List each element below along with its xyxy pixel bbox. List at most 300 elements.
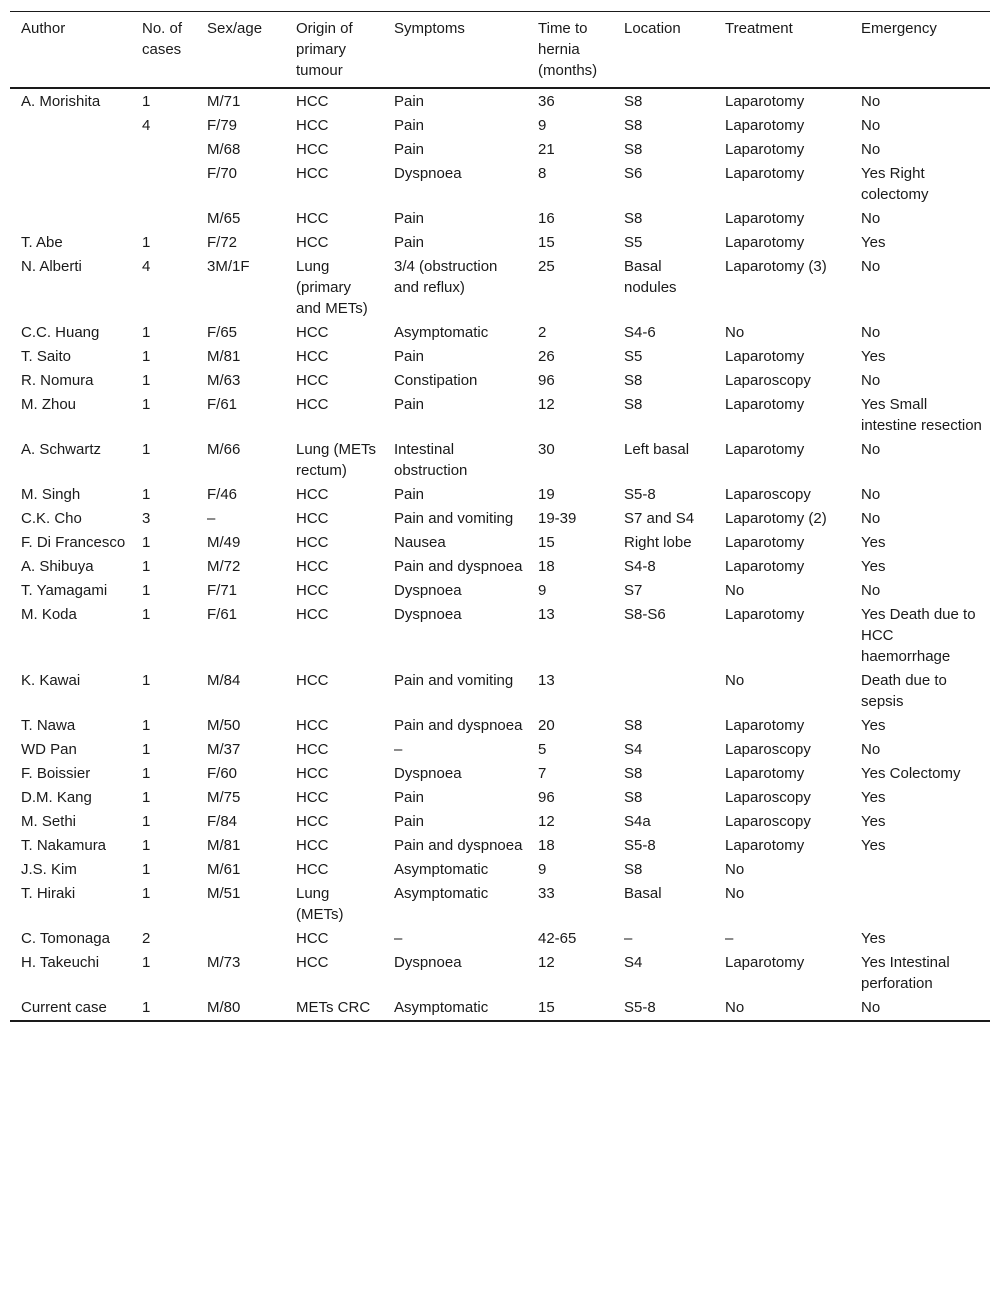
cell-origin-of-primary-tumour: HCC [296, 672, 329, 689]
cell-sex-age: M/66 [207, 441, 241, 458]
cell-time-to-hernia: 15 [538, 534, 555, 551]
cell-emergency: Yes [861, 717, 886, 734]
cell-no-of-cases: 1 [142, 534, 151, 551]
cell-sex-age: F/84 [207, 813, 238, 830]
cell-sex-age: M/71 [207, 93, 241, 110]
cell-sex-age: M/81 [207, 348, 241, 365]
cell-author [10, 114, 131, 138]
column-header-emergency: Emergency [861, 20, 937, 37]
cell-time-to-hernia: 25 [538, 258, 555, 275]
cell-author [10, 138, 131, 162]
cell-sex-age: F/46 [207, 486, 238, 503]
cell-emergency: Yes [861, 930, 886, 947]
cell-symptoms: – [394, 741, 403, 758]
cell-location: S5-8 [624, 999, 656, 1016]
cell-author: T. Nawa [21, 717, 76, 734]
cell-no-of-cases [131, 207, 196, 231]
cell-origin-of-primary-tumour: HCC [296, 210, 329, 227]
cell-emergency: No [861, 999, 881, 1016]
cell-no-of-cases: 1 [142, 324, 151, 341]
cell-sex-age: – [207, 510, 216, 527]
cell-symptoms: Dyspnoea [394, 165, 462, 182]
cell-treatment: No [725, 861, 745, 878]
cell-no-of-cases: 1 [142, 372, 151, 389]
table-row [10, 531, 990, 555]
cell-emergency: Yes Right colectomy [861, 165, 929, 203]
cell-sex-age: M/68 [207, 141, 241, 158]
cell-symptoms: Pain [394, 117, 425, 134]
cell-author: M. Singh [21, 486, 81, 503]
cell-location: S5 [624, 234, 643, 251]
cell-no-of-cases: 1 [142, 717, 151, 734]
cell-time-to-hernia: 5 [538, 741, 547, 758]
cell-sex-age: M/81 [207, 837, 241, 854]
table-row [10, 345, 990, 369]
cell-treatment: Laparoscopy [725, 813, 811, 830]
cell-time-to-hernia: 13 [538, 672, 555, 689]
cell-author: H. Takeuchi [21, 954, 100, 971]
cell-emergency: Yes [861, 534, 886, 551]
cell-time-to-hernia: 7 [538, 765, 547, 782]
cell-symptoms: Asymptomatic [394, 861, 489, 878]
table-row [10, 996, 990, 1021]
cell-symptoms: Pain [394, 348, 425, 365]
cell-location: S7 and S4 [624, 510, 695, 527]
cell-origin-of-primary-tumour: HCC [296, 789, 329, 806]
cell-origin-of-primary-tumour: HCC [296, 837, 329, 854]
cell-time-to-hernia: 12 [538, 954, 555, 971]
cell-location: S8-S6 [624, 606, 666, 623]
cell-symptoms: Pain and vomiting [394, 672, 514, 689]
cell-time-to-hernia: 15 [538, 234, 555, 251]
cell-location: S4-6 [624, 324, 656, 341]
cell-origin-of-primary-tumour: HCC [296, 486, 329, 503]
cell-symptoms: Asymptomatic [394, 885, 489, 902]
cell-no-of-cases: 2 [142, 930, 151, 947]
cell-location: Left basal [624, 441, 690, 458]
column-header-sex-age: Sex/age [207, 20, 263, 37]
cell-treatment: Laparoscopy [725, 372, 811, 389]
cell-time-to-hernia: 12 [538, 396, 555, 413]
cell-sex-age: M/50 [207, 717, 241, 734]
cell-treatment: Laparotomy [725, 210, 805, 227]
cell-emergency: Yes [861, 558, 886, 575]
table-row [10, 762, 990, 786]
cell-no-of-cases: 1 [142, 837, 151, 854]
cell-author: WD Pan [21, 741, 77, 758]
cell-location: S8 [624, 93, 643, 110]
table-row [10, 321, 990, 345]
cell-sex-age: M/73 [207, 954, 241, 971]
cell-sex-age: M/51 [207, 885, 241, 902]
cell-emergency: Yes [861, 837, 886, 854]
cell-sex-age: F/61 [207, 396, 238, 413]
cell-location [613, 669, 714, 714]
cell-symptoms: Intestinal obstruction [394, 441, 468, 479]
cell-origin-of-primary-tumour: HCC [296, 372, 329, 389]
cell-sex-age: M/65 [207, 210, 241, 227]
cell-origin-of-primary-tumour: Lung (METs) [296, 885, 344, 923]
cell-origin-of-primary-tumour: HCC [296, 765, 329, 782]
cell-sex-age: F/60 [207, 765, 238, 782]
cell-treatment: – [725, 930, 734, 947]
table-row [10, 507, 990, 531]
cell-location: S5-8 [624, 837, 656, 854]
header-row [10, 12, 990, 89]
cell-author: C.K. Cho [21, 510, 82, 527]
cell-location: S8 [624, 372, 643, 389]
cell-treatment: Laparotomy [725, 717, 805, 734]
cell-treatment: Laparotomy [725, 837, 805, 854]
cell-treatment: Laparoscopy [725, 486, 811, 503]
cell-emergency [850, 858, 990, 882]
cell-location: Right lobe [624, 534, 692, 551]
hernia-cases-table [10, 11, 990, 1022]
table-row [10, 114, 990, 138]
cell-emergency: Yes Death due to HCC haemorrhage [861, 606, 976, 665]
cell-time-to-hernia: 2 [538, 324, 547, 341]
column-header-origin-of-primary-tumour: Origin of primary tumour [296, 20, 353, 79]
cell-emergency: No [861, 324, 881, 341]
cell-time-to-hernia: 96 [538, 372, 555, 389]
cell-no-of-cases: 1 [142, 486, 151, 503]
cell-author: Current case [21, 999, 107, 1016]
cell-sex-age: F/70 [207, 165, 238, 182]
cell-emergency: No [861, 93, 881, 110]
cell-author: A. Schwartz [21, 441, 102, 458]
cell-symptoms: Pain and dyspnoea [394, 558, 523, 575]
cell-author: N. Alberti [21, 258, 82, 275]
cell-symptoms: Pain [394, 813, 425, 830]
cell-time-to-hernia: 96 [538, 789, 555, 806]
cell-location: S7 [624, 582, 643, 599]
cell-emergency: No [861, 141, 881, 158]
cell-treatment: Laparotomy (2) [725, 510, 827, 527]
cell-treatment: Laparotomy [725, 606, 805, 623]
cell-location: S6 [624, 165, 643, 182]
cell-emergency: No [861, 210, 881, 227]
cell-author: T. Yamagami [21, 582, 108, 599]
cell-symptoms: Dyspnoea [394, 765, 462, 782]
cell-symptoms: Pain and vomiting [394, 510, 514, 527]
cell-author: T. Abe [21, 234, 63, 251]
cell-symptoms: Constipation [394, 372, 478, 389]
cell-origin-of-primary-tumour: HCC [296, 141, 329, 158]
cell-sex-age: M/72 [207, 558, 241, 575]
cell-emergency: Yes [861, 234, 886, 251]
cell-symptoms: Dyspnoea [394, 582, 462, 599]
cell-origin-of-primary-tumour: HCC [296, 954, 329, 971]
cell-no-of-cases: 1 [142, 558, 151, 575]
cell-emergency: Yes Colectomy [861, 765, 961, 782]
cell-location: S8 [624, 717, 643, 734]
cell-time-to-hernia: 20 [538, 717, 555, 734]
cell-origin-of-primary-tumour: HCC [296, 741, 329, 758]
cell-no-of-cases: 1 [142, 789, 151, 806]
cell-treatment: Laparotomy [725, 93, 805, 110]
cell-emergency: No [861, 582, 881, 599]
cell-sex-age: F/65 [207, 324, 238, 341]
cell-origin-of-primary-tumour: HCC [296, 396, 329, 413]
table-row [10, 88, 990, 114]
cell-time-to-hernia: 30 [538, 441, 555, 458]
cell-origin-of-primary-tumour: HCC [296, 582, 329, 599]
table-row [10, 393, 990, 438]
cell-time-to-hernia: 18 [538, 837, 555, 854]
column-header-no-of-cases: No. of cases [142, 20, 183, 58]
cell-author: F. Boissier [21, 765, 91, 782]
table-row [10, 207, 990, 231]
cell-time-to-hernia: 21 [538, 141, 555, 158]
cell-treatment: Laparotomy [725, 954, 805, 971]
cell-time-to-hernia: 9 [538, 117, 547, 134]
cell-location: S8 [624, 396, 643, 413]
cell-no-of-cases: 4 [142, 258, 151, 275]
cell-symptoms: 3/4 (obstruction and reflux) [394, 258, 498, 296]
cell-time-to-hernia: 16 [538, 210, 555, 227]
cell-emergency: Yes [861, 789, 886, 806]
cell-location: S5-8 [624, 486, 656, 503]
cell-symptoms: Pain [394, 210, 425, 227]
cell-author: T. Nakamura [21, 837, 107, 854]
cell-sex-age [196, 927, 285, 951]
cell-sex-age: M/61 [207, 861, 241, 878]
cell-treatment: Laparotomy [725, 441, 805, 458]
cell-treatment: No [725, 582, 745, 599]
cell-no-of-cases [131, 162, 196, 207]
cell-no-of-cases: 1 [142, 582, 151, 599]
cell-emergency [850, 882, 990, 927]
cell-symptoms: Pain [394, 789, 425, 806]
cell-symptoms: Dyspnoea [394, 606, 462, 623]
table-row [10, 858, 990, 882]
cell-origin-of-primary-tumour: METs CRC [296, 999, 371, 1016]
cell-no-of-cases: 1 [142, 441, 151, 458]
cell-treatment: Laparotomy (3) [725, 258, 827, 275]
table-header [10, 12, 990, 89]
column-header-author: Author [21, 20, 66, 37]
cell-origin-of-primary-tumour: HCC [296, 930, 329, 947]
cell-time-to-hernia: 19 [538, 486, 555, 503]
cell-origin-of-primary-tumour: HCC [296, 348, 329, 365]
cell-treatment: Laparotomy [725, 165, 805, 182]
cell-author: A. Morishita [21, 93, 101, 110]
cell-sex-age: F/61 [207, 606, 238, 623]
cell-treatment: Laparotomy [725, 348, 805, 365]
cell-time-to-hernia: 9 [538, 861, 547, 878]
cell-time-to-hernia: 18 [538, 558, 555, 575]
cell-no-of-cases: 1 [142, 234, 151, 251]
cell-location: Basal nodules [624, 258, 677, 296]
cell-emergency: Death due to sepsis [861, 672, 947, 710]
cell-author: T. Saito [21, 348, 72, 365]
cell-time-to-hernia: 33 [538, 885, 555, 902]
cell-treatment: Laparotomy [725, 141, 805, 158]
cell-no-of-cases: 1 [142, 999, 151, 1016]
table-row [10, 882, 990, 927]
table-row [10, 579, 990, 603]
table-row [10, 138, 990, 162]
cell-origin-of-primary-tumour: HCC [296, 324, 329, 341]
cell-location: S5 [624, 348, 643, 365]
column-header-treatment: Treatment [725, 20, 793, 37]
cell-treatment: Laparotomy [725, 117, 805, 134]
cell-no-of-cases: 4 [142, 117, 151, 134]
cell-time-to-hernia: 8 [538, 165, 547, 182]
cell-treatment: Laparotomy [725, 765, 805, 782]
cell-no-of-cases: 1 [142, 741, 151, 758]
cell-origin-of-primary-tumour: HCC [296, 717, 329, 734]
cell-treatment: No [725, 324, 745, 341]
cell-no-of-cases: 1 [142, 885, 151, 902]
cell-no-of-cases: 1 [142, 606, 151, 623]
cell-treatment: Laparoscopy [725, 789, 811, 806]
cell-origin-of-primary-tumour: HCC [296, 861, 329, 878]
cell-origin-of-primary-tumour: HCC [296, 165, 329, 182]
table-row [10, 231, 990, 255]
cell-treatment: Laparotomy [725, 534, 805, 551]
table-row [10, 438, 990, 483]
cell-symptoms: Pain [394, 234, 425, 251]
cell-origin-of-primary-tumour: HCC [296, 534, 329, 551]
cell-author: C. Tomonaga [21, 930, 110, 947]
cell-author: M. Sethi [21, 813, 77, 830]
cell-sex-age: 3M/1F [207, 258, 250, 275]
cell-time-to-hernia: 36 [538, 93, 555, 110]
table-row [10, 834, 990, 858]
cell-emergency: No [861, 486, 881, 503]
cell-sex-age: M/37 [207, 741, 241, 758]
cell-symptoms: Pain [394, 141, 425, 158]
cell-author: M. Zhou [21, 396, 77, 413]
cell-emergency: Yes Small intestine resection [861, 396, 982, 434]
cell-symptoms: Pain [394, 93, 425, 110]
cell-time-to-hernia: 19-39 [538, 510, 577, 527]
cell-time-to-hernia: 15 [538, 999, 555, 1016]
table-row [10, 738, 990, 762]
cell-location: S8 [624, 861, 643, 878]
table-body [10, 88, 990, 1021]
cell-location: Basal [624, 885, 662, 902]
cell-symptoms: Asymptomatic [394, 324, 489, 341]
cell-author: M. Koda [21, 606, 77, 623]
cell-emergency: No [861, 741, 881, 758]
cell-treatment: Laparotomy [725, 558, 805, 575]
cell-symptoms: Pain [394, 396, 425, 413]
cell-no-of-cases [131, 138, 196, 162]
cell-location: S4 [624, 954, 643, 971]
cell-author [10, 207, 131, 231]
cell-origin-of-primary-tumour: HCC [296, 606, 329, 623]
cell-author: J.S. Kim [21, 861, 77, 878]
cell-location: S8 [624, 117, 643, 134]
cell-origin-of-primary-tumour: Lung (METs rectum) [296, 441, 377, 479]
cell-sex-age: M/75 [207, 789, 241, 806]
table-row [10, 255, 990, 321]
cell-time-to-hernia: 42-65 [538, 930, 577, 947]
cell-treatment: Laparotomy [725, 234, 805, 251]
cell-location: S8 [624, 789, 643, 806]
cell-symptoms: Pain and dyspnoea [394, 717, 523, 734]
cell-sex-age: M/84 [207, 672, 241, 689]
cell-author: D.M. Kang [21, 789, 92, 806]
cell-no-of-cases: 3 [142, 510, 151, 527]
table-row [10, 369, 990, 393]
column-header-time-to-hernia: Time to hernia (months) [538, 20, 598, 79]
cell-origin-of-primary-tumour: Lung (primary and METs) [296, 258, 368, 317]
table-row [10, 927, 990, 951]
cell-no-of-cases: 1 [142, 861, 151, 878]
cell-origin-of-primary-tumour: HCC [296, 558, 329, 575]
table-row [10, 555, 990, 579]
cell-treatment: No [725, 999, 745, 1016]
cell-author: F. Di Francesco [21, 534, 126, 551]
cell-symptoms: Nausea [394, 534, 446, 551]
cell-sex-age: M/80 [207, 999, 241, 1016]
cell-time-to-hernia: 12 [538, 813, 555, 830]
cell-emergency: No [861, 117, 881, 134]
cell-sex-age: M/49 [207, 534, 241, 551]
cell-no-of-cases: 1 [142, 348, 151, 365]
table-row [10, 483, 990, 507]
cell-location: S4a [624, 813, 651, 830]
cell-location: S4-8 [624, 558, 656, 575]
cell-no-of-cases: 1 [142, 954, 151, 971]
cell-emergency: Yes Intestinal perforation [861, 954, 950, 992]
cell-sex-age: F/71 [207, 582, 238, 599]
cell-symptoms: Pain [394, 486, 425, 503]
cell-symptoms: Dyspnoea [394, 954, 462, 971]
table-row [10, 669, 990, 714]
cell-symptoms: Asymptomatic [394, 999, 489, 1016]
cell-author: T. Hiraki [21, 885, 76, 902]
cell-no-of-cases: 1 [142, 93, 151, 110]
cell-emergency: No [861, 510, 881, 527]
cell-no-of-cases: 1 [142, 396, 151, 413]
cell-origin-of-primary-tumour: HCC [296, 510, 329, 527]
cell-emergency: Yes [861, 813, 886, 830]
cell-sex-age: F/72 [207, 234, 238, 251]
cell-symptoms: – [394, 930, 403, 947]
cell-treatment: Laparotomy [725, 396, 805, 413]
table-row [10, 603, 990, 669]
table-row [10, 810, 990, 834]
cell-emergency: No [861, 441, 881, 458]
cell-time-to-hernia: 9 [538, 582, 547, 599]
cell-emergency: Yes [861, 348, 886, 365]
table-row [10, 714, 990, 738]
cell-location: S8 [624, 210, 643, 227]
cell-location: S8 [624, 141, 643, 158]
cell-author [10, 162, 131, 207]
table-row [10, 162, 990, 207]
cell-location: – [624, 930, 633, 947]
cell-sex-age: M/63 [207, 372, 241, 389]
cell-symptoms: Pain and dyspnoea [394, 837, 523, 854]
cell-author: K. Kawai [21, 672, 81, 689]
table-row [10, 951, 990, 996]
cell-emergency: No [861, 258, 881, 275]
cell-origin-of-primary-tumour: HCC [296, 813, 329, 830]
column-header-location: Location [624, 20, 681, 37]
cell-emergency: No [861, 372, 881, 389]
table-row [10, 786, 990, 810]
cell-author: R. Nomura [21, 372, 94, 389]
cell-origin-of-primary-tumour: HCC [296, 117, 329, 134]
cell-time-to-hernia: 13 [538, 606, 555, 623]
cell-origin-of-primary-tumour: HCC [296, 234, 329, 251]
cell-treatment: No [725, 885, 745, 902]
